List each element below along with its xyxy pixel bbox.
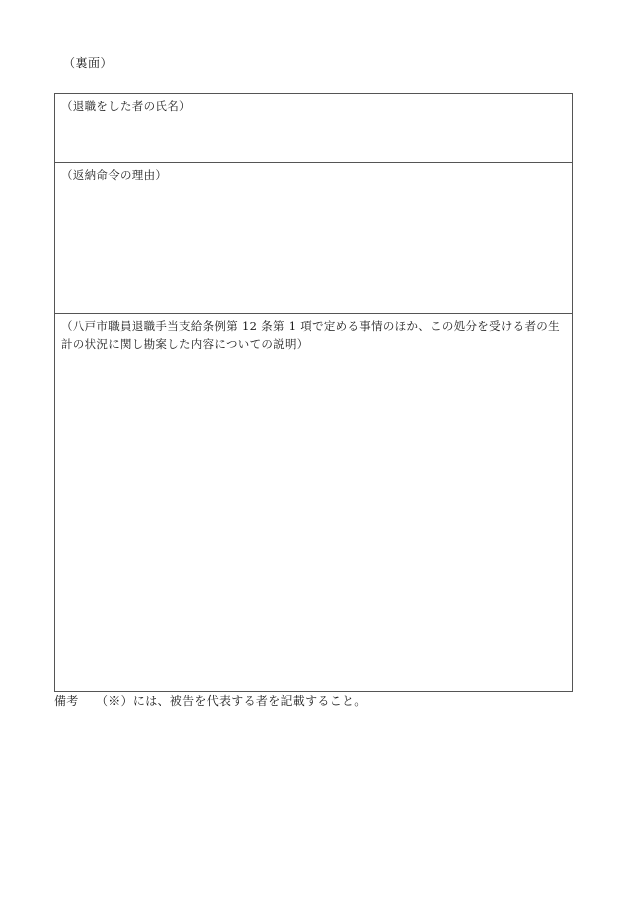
- remarks-text: （※）には、被告を代表する者を記載すること。: [96, 694, 367, 708]
- return-order-reason-section: [55, 163, 572, 314]
- retiree-name-label: （退職をした者の氏名）: [61, 99, 191, 113]
- remarks-label: 備考: [54, 694, 79, 708]
- form-table: [54, 93, 573, 692]
- retiree-name-section: [55, 94, 572, 163]
- page-side-label: （裏面）: [63, 56, 114, 70]
- circumstances-explanation-section: [55, 314, 572, 691]
- remarks: [54, 692, 367, 709]
- circumstances-explanation-label: （八戸市職員退職手当支給条例第 12 条第 1 項で定める事情のほか、この処分を受ける者の生計の状況に関し勘案した内容についての説明）: [61, 319, 560, 351]
- return-order-reason-label: （返納命令の理由）: [61, 168, 168, 182]
